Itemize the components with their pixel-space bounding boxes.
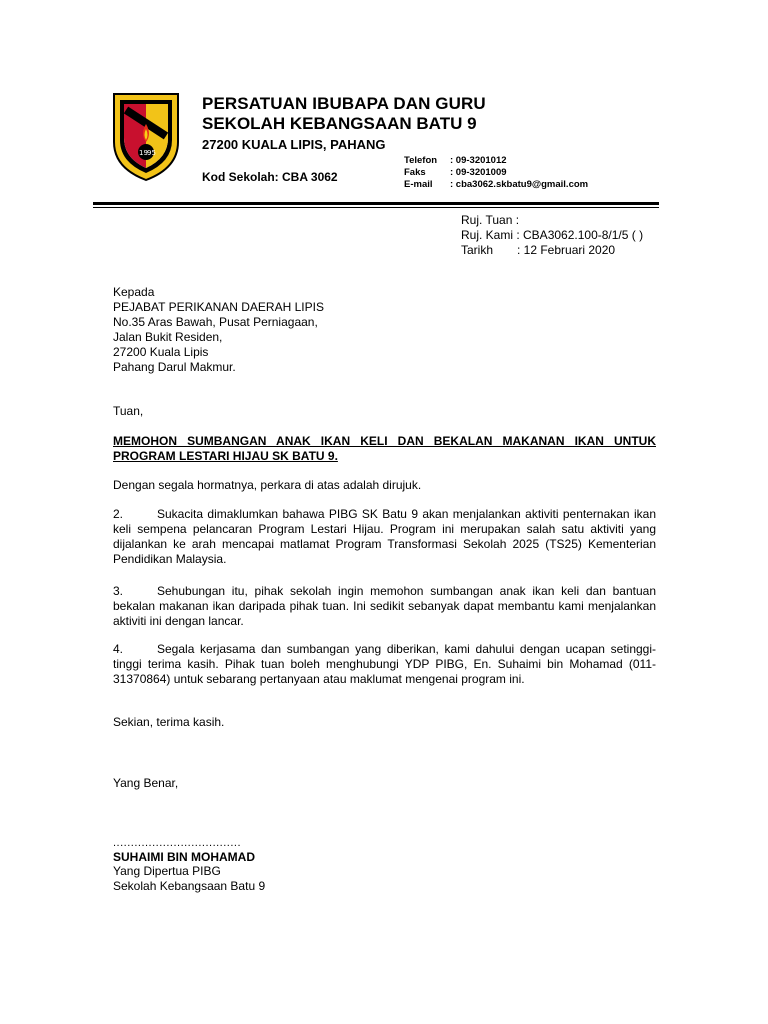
ref-tarikh-label: Tarikh <box>461 243 494 257</box>
paragraph-text: Sehubungan itu, pihak sekolah ingin memohon sumbangan anak ikan keli dan bantuan bekalan makanan ikan daripada pihak tuan. Ini sedikit sebanyak dapat membantu kami menjalankan aktiviti ini dengan lancar. <box>113 584 656 628</box>
paragraph-number: 4. <box>113 642 124 656</box>
contact-fax-value: : 09-3201009 <box>450 167 507 178</box>
recipient-block <box>113 285 324 375</box>
opening-line: Dengan segala hormatnya, perkara di atas adalah dirujuk. <box>113 478 422 492</box>
school-code: Kod Sekolah: CBA 3062 <box>202 170 338 184</box>
contact-fax <box>404 167 507 178</box>
paragraph-4 <box>113 642 656 687</box>
recipient-line: 27200 Kuala Lipis <box>113 345 209 359</box>
org-address: 27200 KUALA LIPIS, PAHANG <box>202 137 386 152</box>
ref-ruj-kami: Ruj. Kami : CBA3062.100-8/1/5 ( ) <box>461 228 644 242</box>
signature-line: .................................... <box>113 837 242 849</box>
logo-year-left: 19 <box>139 149 148 157</box>
contact-email <box>404 179 588 190</box>
ref-ruj-tuan: Ruj. Tuan : <box>461 213 520 227</box>
paragraph-number: 3. <box>113 584 124 598</box>
salutation: Tuan, <box>113 404 144 418</box>
letter-subject: MEMOHON SUMBANGAN ANAK IKAN KELI DAN BEKALAN MAKANAN IKAN UNTUK PROGRAM LESTARI HIJAU SK BATU 9. <box>113 434 656 463</box>
signatory-school: Sekolah Kebangsaan Batu 9 <box>113 879 266 893</box>
contact-phone-label: Telefon <box>404 155 438 166</box>
recipient-line: Kepada <box>113 285 155 299</box>
contact-email-label: E-mail <box>404 179 433 190</box>
ref-tarikh-value: : 12 Februari 2020 <box>517 243 616 257</box>
letterhead-divider-thick <box>93 202 659 205</box>
recipient-line: PEJABAT PERIKANAN DAERAH LIPIS <box>113 300 324 314</box>
logo-year-right: 95 <box>147 149 156 157</box>
ref-tarikh <box>461 243 615 257</box>
sign-off: Yang Benar, <box>113 776 179 790</box>
signatory-title: Yang Dipertua PIBG <box>113 864 221 878</box>
paragraph-3 <box>113 584 656 629</box>
contact-email-value: : cba3062.skbatu9@gmail.com <box>450 179 589 190</box>
paragraph-2 <box>113 507 656 567</box>
recipient-line: Pahang Darul Makmur. <box>113 360 236 374</box>
paragraph-number: 2. <box>113 507 124 521</box>
recipient-line: Jalan Bukit Residen, <box>113 330 223 344</box>
contact-phone <box>404 155 507 166</box>
letterhead-divider-thin <box>93 207 659 208</box>
school-crest-logo <box>110 90 182 184</box>
paragraph-text: Segala kerjasama dan sumbangan yang diberikan, kami dahului dengan ucapan setinggi-tinggi terima kasih. Pihak tuan boleh menghubungi YDP PIBG, En. Suhaimi bin Mohamad (011-31370864) untuk sebarang pertanyaan atau maklumat mengenai program ini. <box>113 642 656 686</box>
closing-line: Sekian, terima kasih. <box>113 715 225 729</box>
org-name-line2: SEKOLAH KEBANGSAAN BATU 9 <box>202 114 477 133</box>
contact-fax-label: Faks <box>404 167 426 178</box>
contact-phone-value: : 09-3201012 <box>450 155 507 166</box>
recipient-line: No.35 Aras Bawah, Pusat Perniagaan, <box>113 315 318 329</box>
org-name-line1: PERSATUAN IBUBAPA DAN GURU <box>202 94 486 113</box>
signatory-name: SUHAIMI BIN MOHAMAD <box>113 850 255 864</box>
paragraph-text: Sukacita dimaklumkan bahawa PIBG SK Batu 9 akan menjalankan aktiviti penternakan ikan keli sempena pelancaran Program Lestari Hijau. Program ini merupakan salah satu aktiviti yang dijalankan ke arah mencapai matlamat Program Transformasi Sekolah 2025 (TS25) Kementerian Pendidikan Malaysia. <box>113 507 656 566</box>
